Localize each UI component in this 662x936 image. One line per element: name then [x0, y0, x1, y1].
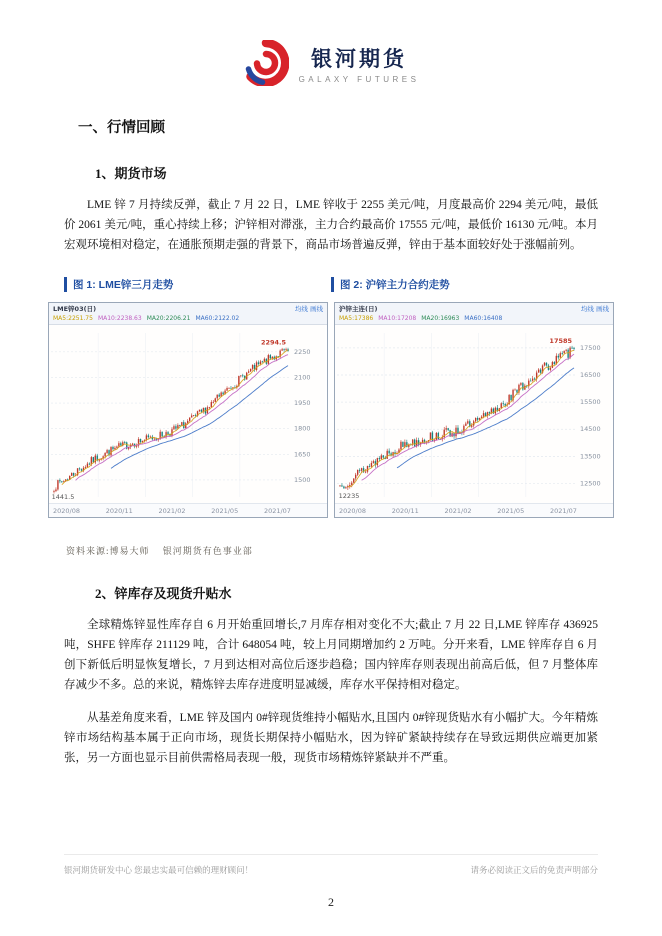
svg-text:2250: 2250 — [294, 347, 311, 356]
charts-row — [48, 302, 614, 518]
svg-text:13500: 13500 — [580, 452, 601, 461]
footer-right: 请务必阅读正文后的免责声明部分 — [470, 865, 598, 875]
svg-text:16500: 16500 — [580, 371, 601, 380]
chart-toolbar — [49, 303, 327, 325]
chart-toolbar-links: 均线 画线 — [294, 305, 323, 313]
svg-text:1441.5: 1441.5 — [51, 493, 75, 501]
source-note: 资料来源:博易大师 银河期货有色事业部 — [66, 546, 253, 556]
chart-x-axis: 2020/08 2020/11 2021/02 2021/05 2021/07 — [49, 503, 327, 517]
galaxy-futures-logo-icon — [243, 40, 289, 86]
brand-subtitle: GALAXY FUTURES — [298, 74, 420, 84]
brand-header — [0, 0, 662, 86]
svg-text:14500: 14500 — [580, 425, 601, 434]
svg-text:1500: 1500 — [294, 475, 311, 484]
svg-text:1650: 1650 — [294, 450, 311, 459]
figure-caption-1: 图 1: LME锌三月走势 — [64, 277, 331, 292]
svg-text:1800: 1800 — [294, 424, 311, 433]
chart-ma-legend: MA5:17386 MA10:17208 MA20:16963 MA60:16408 — [339, 315, 503, 322]
figure-caption-2: 图 2: 沪锌主力合约走势 — [331, 277, 598, 292]
svg-text:17585: 17585 — [549, 336, 573, 345]
paragraph-futures-market: LME 锌 7 月持续反弹，截止 7 月 22 日，LME 锌收于 2255 美元/吨，月度最高价 2294 美元/吨，最低价 2061 美元/吨，重心持续上移；沪锌相对滞涨，主力合约最高价 17555 元/吨，最低价 16130 元/吨。本月宏观环境相对稳定，在通胀预期走强的背景下，商品市场普遍反弹，锌由于基本面较好处于涨幅前列。 — [64, 199, 598, 251]
figure-caption-row — [64, 277, 598, 292]
chart-toolbar — [335, 303, 613, 325]
candlestick-plot — [49, 325, 325, 503]
svg-text:2100: 2100 — [294, 373, 311, 382]
chart-toolbar-links: 均线 画线 — [580, 305, 609, 313]
svg-text:15500: 15500 — [580, 398, 601, 407]
chart-ma-legend: MA5:2251.75 MA10:2238.63 MA20:2206.21 MA60:2122.02 — [53, 315, 240, 322]
candlestick-plot — [335, 325, 611, 503]
svg-text:12500: 12500 — [580, 479, 601, 488]
lme-zinc-chart — [48, 302, 328, 518]
footer-left: 银河期货研发中心 您最忠实最可信赖的理财顾问！ — [64, 865, 254, 875]
paragraph-inventory: 全球精炼锌显性库存自 6 月开始重回增长,7 月库存相对变化不大;截止 7 月 22 日,LME 锌库存 436925 吨，SHFE 锌库存 211129 吨，合计 648054 吨，较上月同期增加约 2 万吨。分开来看，LME 锌库存自 6 月创下新低后明显恢复增长，7 月到达相对高位后逐步趋稳；国内锌库存则表现出前高后低，但 7 月整体库存减少不多。总的来说，精炼锌去库存进度明显减缓，库存水平保持相对稳定。 — [64, 619, 598, 691]
subsection-title-futures-market: 1、期货市场 — [95, 166, 167, 181]
section-title-market-review: 一、行情回顾 — [78, 120, 165, 136]
chart-instrument-name: LME锌03(日) — [53, 305, 97, 313]
svg-text:12235: 12235 — [338, 491, 360, 500]
paragraph-basis: 从基差角度来看，LME 锌及国内 0#锌现货维持小幅贴水,且国内 0#锌现货贴水有小幅扩大。今年精炼锌市场结构基本属于正向市场，现货长期保持小幅贴水，因为锌矿紧缺持续存在导致远期供应端更加紧张，另一方面也显示目前供需格局表现一般，现货市场精炼锌紧缺并不严重。 — [64, 712, 598, 764]
page-footer — [64, 854, 598, 876]
svg-text:1950: 1950 — [294, 399, 311, 408]
brand-name: 银河期货 — [311, 47, 407, 71]
shfe-zinc-chart — [334, 302, 614, 518]
chart-x-axis: 2020/08 2020/11 2021/02 2021/05 2021/07 — [335, 503, 613, 517]
svg-text:17500: 17500 — [580, 343, 601, 352]
chart-instrument-name: 沪锌主连(日) — [339, 305, 378, 313]
page-number: 2 — [328, 895, 334, 909]
subsection-title-inventory: 2、锌库存及现货升贴水 — [95, 586, 232, 601]
svg-text:2294.5: 2294.5 — [260, 338, 287, 347]
